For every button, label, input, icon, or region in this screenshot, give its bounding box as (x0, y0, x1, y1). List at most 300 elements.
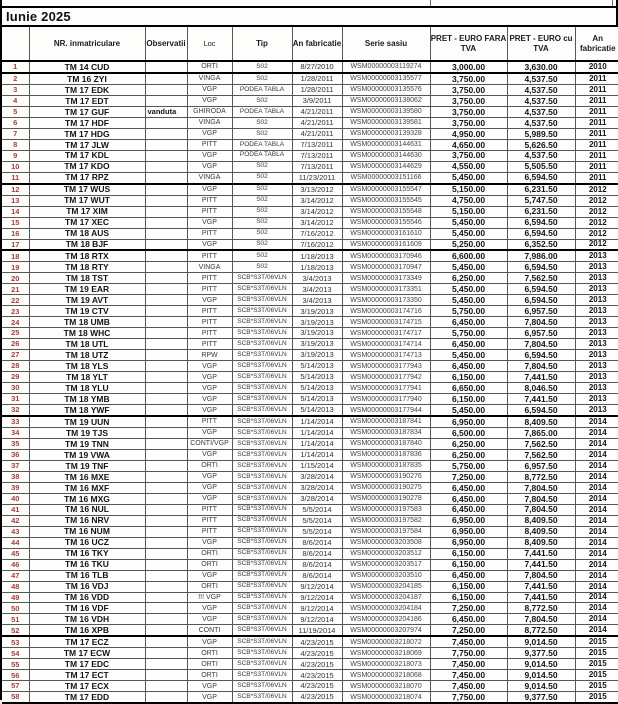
table-row (2, 405, 618, 416)
table-row (2, 383, 618, 394)
chassis-serial: WSM00000003218072 (342, 636, 430, 647)
row-number: 54 (2, 648, 29, 659)
type: S02 (232, 117, 292, 128)
table-row (2, 427, 618, 438)
location: PITT (187, 416, 232, 427)
price-incl-vat: 6,957.50 (507, 460, 575, 471)
fabrication-year: 2014 (575, 493, 618, 504)
price-excl-vat: 7,450.00 (430, 670, 507, 681)
table-row (2, 515, 618, 526)
price-excl-vat: 3,750.00 (430, 117, 507, 128)
table-row (2, 339, 618, 350)
price-excl-vat: 3,750.00 (430, 106, 507, 117)
fabrication-date: 3/19/2013 (292, 350, 342, 361)
fabrication-year: 2011 (575, 73, 618, 84)
price-incl-vat: 6,594.50 (507, 405, 575, 416)
location: ORTI (187, 61, 232, 73)
location: PITT (187, 195, 232, 206)
chassis-serial: WSM00000003197583 (342, 504, 430, 515)
header-chassis-serial: Serie sasiu (342, 27, 430, 61)
observation (145, 670, 187, 681)
registration-number: TM 19 AVT (29, 295, 145, 306)
row-number: 4 (2, 95, 29, 106)
registration-number: TM 16 XPB (29, 625, 145, 636)
location: VINGA (187, 172, 232, 183)
observation (145, 361, 187, 372)
type: S02 (232, 250, 292, 261)
price-incl-vat: 7,865.00 (507, 427, 575, 438)
registration-number: TM 17 HDG (29, 128, 145, 139)
row-number: 18 (2, 250, 29, 261)
fabrication-year: 2014 (575, 427, 618, 438)
price-excl-vat: 6,450.00 (430, 614, 507, 625)
location: PITT (187, 515, 232, 526)
cell-border-fragment (430, 0, 431, 6)
chassis-serial: WSM00000003174714 (342, 339, 430, 350)
registration-number: TM 17 HDF (29, 117, 145, 128)
registration-number: TM 18 YMB (29, 394, 145, 405)
registration-number: TM 16 TKU (29, 559, 145, 570)
price-incl-vat: 6,957.50 (507, 328, 575, 339)
price-incl-vat: 6,594.50 (507, 262, 575, 273)
chassis-serial: WSM00000003190278 (342, 493, 430, 504)
chassis-serial: WSM00000003177942 (342, 372, 430, 383)
fabrication-date: 1/28/2011 (292, 84, 342, 95)
registration-number: TM 19 TNN (29, 438, 145, 449)
price-excl-vat: 4,950.00 (430, 128, 507, 139)
fabrication-date: 9/12/2014 (292, 581, 342, 592)
observation (145, 184, 187, 195)
registration-number: TM 18 YLU (29, 383, 145, 394)
table-row (2, 284, 618, 295)
chassis-serial: WSM00000003144629 (342, 161, 430, 172)
observation (145, 383, 187, 394)
fabrication-year: 2014 (575, 438, 618, 449)
observation (145, 394, 187, 405)
fabrication-year: 2011 (575, 128, 618, 139)
row-number: 14 (2, 206, 29, 217)
price-excl-vat: 5,450.00 (430, 172, 507, 183)
fabrication-date: 5/14/2013 (292, 383, 342, 394)
price-excl-vat: 5,150.00 (430, 206, 507, 217)
observation (145, 493, 187, 504)
chassis-serial: WSM00000003119274 (342, 61, 430, 73)
fabrication-year: 2014 (575, 592, 618, 603)
row-number: 41 (2, 504, 29, 515)
table-row (2, 493, 618, 504)
row-number: 26 (2, 339, 29, 350)
table-row (2, 648, 618, 659)
table-row (2, 460, 618, 471)
row-number: 48 (2, 581, 29, 592)
fabrication-date: 11/19/2014 (292, 625, 342, 636)
row-number: 38 (2, 471, 29, 482)
location: VGP (187, 692, 232, 703)
location: VGP (187, 636, 232, 647)
fabrication-year: 2014 (575, 625, 618, 636)
row-number: 37 (2, 460, 29, 471)
type: S02 (232, 95, 292, 106)
fabrication-date: 4/23/2015 (292, 670, 342, 681)
location: VGP (187, 217, 232, 228)
fabrication-date: 8/6/2014 (292, 537, 342, 548)
fabrication-date: 8/6/2014 (292, 570, 342, 581)
type: SCB*S3T/06VLN (232, 592, 292, 603)
price-incl-vat: 6,594.50 (507, 295, 575, 306)
table-row (2, 128, 618, 139)
price-excl-vat: 7,250.00 (430, 471, 507, 482)
price-excl-vat: 6,950.00 (430, 537, 507, 548)
observation (145, 117, 187, 128)
fabrication-date: 3/14/2012 (292, 217, 342, 228)
registration-number: TM 17 ECZ (29, 636, 145, 647)
location: VGP (187, 493, 232, 504)
price-excl-vat: 7,450.00 (430, 681, 507, 692)
row-number: 30 (2, 383, 29, 394)
observation (145, 284, 187, 295)
price-excl-vat: 6,150.00 (430, 394, 507, 405)
table-row (2, 471, 618, 482)
chassis-serial: WSM00000003139581 (342, 117, 430, 128)
location: ORTI (187, 548, 232, 559)
fabrication-date: 5/5/2014 (292, 515, 342, 526)
registration-number: TM 16 ZYI (29, 73, 145, 84)
fabrication-year: 2015 (575, 681, 618, 692)
observation (145, 449, 187, 460)
observation (145, 636, 187, 647)
registration-number: TM 16 VDH (29, 614, 145, 625)
observation (145, 239, 187, 250)
row-number: 24 (2, 317, 29, 328)
fabrication-year: 2010 (575, 61, 618, 73)
price-incl-vat: 9,014.50 (507, 670, 575, 681)
type: SCB*S3T/06VLN (232, 659, 292, 670)
location: PITT (187, 504, 232, 515)
fabrication-year: 2013 (575, 372, 618, 383)
chassis-serial: WSM00000003218074 (342, 692, 430, 703)
price-incl-vat: 8,409.50 (507, 515, 575, 526)
fabrication-year: 2011 (575, 117, 618, 128)
observation (145, 614, 187, 625)
price-incl-vat: 9,014.50 (507, 681, 575, 692)
type: SCB*S3T/06VLN (232, 372, 292, 383)
fabrication-year: 2013 (575, 262, 618, 273)
fabrication-year: 2012 (575, 206, 618, 217)
type: S02 (232, 206, 292, 217)
type: S02 (232, 184, 292, 195)
observation (145, 73, 187, 84)
location: PITT (187, 317, 232, 328)
price-incl-vat: 6,594.50 (507, 350, 575, 361)
row-number: 58 (2, 692, 29, 703)
type: SCB*S3T/06VLN (232, 603, 292, 614)
fabrication-date: 3/14/2012 (292, 206, 342, 217)
location: ORTI (187, 670, 232, 681)
fabrication-year: 2013 (575, 306, 618, 317)
price-incl-vat: 5,989.50 (507, 128, 575, 139)
chassis-serial: WSM00000003173351 (342, 284, 430, 295)
chassis-serial: WSM00000003144631 (342, 139, 430, 150)
price-incl-vat: 4,537.50 (507, 73, 575, 84)
registration-number: TM 17 RPZ (29, 172, 145, 183)
fabrication-date: 5/5/2014 (292, 526, 342, 537)
chassis-serial: WSM00000003177943 (342, 361, 430, 372)
type: SCB*S3T/06VLN (232, 449, 292, 460)
table-row (2, 161, 618, 172)
chassis-serial: WSM00000003197582 (342, 515, 430, 526)
header-row-number (2, 27, 29, 61)
price-incl-vat: 6,594.50 (507, 217, 575, 228)
chassis-serial: WSM00000003138062 (342, 95, 430, 106)
fabrication-year: 2014 (575, 614, 618, 625)
price-excl-vat: 6,450.00 (430, 482, 507, 493)
row-number: 51 (2, 614, 29, 625)
type: SCB*S3T/06VLN (232, 339, 292, 350)
chassis-serial: WSM00000003170947 (342, 262, 430, 273)
row-number: 43 (2, 526, 29, 537)
row-number: 20 (2, 273, 29, 284)
fabrication-year: 2014 (575, 570, 618, 581)
fabrication-date: 4/21/2011 (292, 106, 342, 117)
table-row (2, 526, 618, 537)
observation (145, 692, 187, 703)
price-incl-vat: 7,804.50 (507, 570, 575, 581)
row-number: 50 (2, 603, 29, 614)
chassis-serial: WSM00000003203508 (342, 537, 430, 548)
price-incl-vat: 6,594.50 (507, 284, 575, 295)
row-number: 39 (2, 482, 29, 493)
chassis-serial: WSM00000003218070 (342, 681, 430, 692)
row-number: 28 (2, 361, 29, 372)
price-excl-vat: 6,950.00 (430, 416, 507, 427)
registration-number: TM 17 JLW (29, 139, 145, 150)
registration-number: TM 17 XIM (29, 206, 145, 217)
chassis-serial: WSM00000003204185 (342, 581, 430, 592)
price-incl-vat: 8,409.50 (507, 526, 575, 537)
chassis-serial: WSM00000003207974 (342, 625, 430, 636)
fabrication-date: 9/12/2014 (292, 614, 342, 625)
fabrication-date: 3/9/2011 (292, 95, 342, 106)
observation (145, 570, 187, 581)
type: PODEA TABLA (232, 106, 292, 117)
chassis-serial: WSM00000003144630 (342, 150, 430, 161)
observation (145, 405, 187, 416)
location: VGP (187, 449, 232, 460)
header-observations: Observatii (145, 27, 187, 61)
location: ORTI (187, 460, 232, 471)
price-excl-vat: 6,500.00 (430, 427, 507, 438)
chassis-serial: WSM00000003218068 (342, 670, 430, 681)
registration-number: TM 17 XEC (29, 217, 145, 228)
registration-number: TM 17 EDT (29, 95, 145, 106)
row-number: 47 (2, 570, 29, 581)
observation (145, 548, 187, 559)
registration-number: TM 16 VDJ (29, 581, 145, 592)
location: GHIRODA (187, 106, 232, 117)
fabrication-date: 4/23/2015 (292, 681, 342, 692)
registration-number: TM 17 EDC (29, 659, 145, 670)
observation (145, 438, 187, 449)
type: SCB*S3T/06VLN (232, 383, 292, 394)
type: S02 (232, 228, 292, 239)
table-row (2, 106, 618, 117)
fabrication-date: 1/28/2011 (292, 73, 342, 84)
header-fabrication-date: An fabricatie (292, 27, 342, 61)
type: SCB*S3T/06VLN (232, 273, 292, 284)
registration-number: TM 18 YWF (29, 405, 145, 416)
fabrication-year: 2013 (575, 394, 618, 405)
header-price-excl-vat: PRET - EURO FARA TVA (430, 27, 507, 61)
type: PODEA TABLA (232, 150, 292, 161)
location: VINGA (187, 73, 232, 84)
registration-number: TM 18 RTX (29, 250, 145, 261)
chassis-serial: WSM00000003155547 (342, 184, 430, 195)
fabrication-date: 3/19/2013 (292, 317, 342, 328)
price-incl-vat: 5,626.50 (507, 139, 575, 150)
type: SCB*S3T/06VLN (232, 295, 292, 306)
chassis-serial: WSM00000003173349 (342, 273, 430, 284)
fabrication-date: 3/13/2012 (292, 184, 342, 195)
type: SCB*S3T/06VLN (232, 317, 292, 328)
price-excl-vat: 6,450.00 (430, 504, 507, 515)
location: CONTI/VGP (187, 438, 232, 449)
chassis-serial: WSM00000003161609 (342, 239, 430, 250)
fabrication-year: 2014 (575, 515, 618, 526)
location: PITT (187, 339, 232, 350)
chassis-serial: WSM00000003177944 (342, 405, 430, 416)
price-excl-vat: 7,250.00 (430, 625, 507, 636)
price-excl-vat: 6,250.00 (430, 449, 507, 460)
table-row (2, 537, 618, 548)
fabrication-date: 4/21/2011 (292, 117, 342, 128)
registration-number: TM 16 UCZ (29, 537, 145, 548)
observation (145, 139, 187, 150)
location: VGP (187, 603, 232, 614)
fabrication-year: 2013 (575, 284, 618, 295)
observation (145, 603, 187, 614)
fabrication-year: 2012 (575, 228, 618, 239)
fabrication-date: 5/14/2013 (292, 361, 342, 372)
table-row (2, 394, 618, 405)
price-incl-vat: 7,441.50 (507, 372, 575, 383)
price-incl-vat: 7,804.50 (507, 339, 575, 350)
fabrication-date: 3/4/2013 (292, 273, 342, 284)
observation (145, 537, 187, 548)
price-incl-vat: 4,537.50 (507, 106, 575, 117)
location: RPW (187, 350, 232, 361)
fabrication-year: 2011 (575, 150, 618, 161)
title-text: Iunie 2025 (6, 9, 71, 24)
fabrication-year: 2014 (575, 581, 618, 592)
fabrication-year: 2011 (575, 106, 618, 117)
table-row (2, 239, 618, 250)
price-excl-vat: 4,650.00 (430, 139, 507, 150)
observation (145, 273, 187, 284)
registration-number: TM 19 TJS (29, 427, 145, 438)
fabrication-year: 2014 (575, 504, 618, 515)
price-incl-vat: 9,014.50 (507, 659, 575, 670)
table-row (2, 416, 618, 427)
registration-number: TM 16 NUL (29, 504, 145, 515)
row-number: 49 (2, 592, 29, 603)
price-excl-vat: 5,750.00 (430, 328, 507, 339)
table-row (2, 659, 618, 670)
price-excl-vat: 6,150.00 (430, 372, 507, 383)
fabrication-date: 7/13/2011 (292, 150, 342, 161)
fabrication-year: 2014 (575, 482, 618, 493)
observation (145, 128, 187, 139)
type: SCB*S3T/06VLN (232, 493, 292, 504)
chassis-serial: WSM00000003161610 (342, 228, 430, 239)
fabrication-date: 3/4/2013 (292, 284, 342, 295)
price-incl-vat: 7,441.50 (507, 592, 575, 603)
chassis-serial: WSM00000003190276 (342, 471, 430, 482)
location: CONTI (187, 625, 232, 636)
row-number: 56 (2, 670, 29, 681)
header-fabrication-year: An fabricatie (575, 27, 618, 61)
registration-number: TM 18 UTL (29, 339, 145, 350)
price-excl-vat: 5,750.00 (430, 460, 507, 471)
registration-number: TM 18 UTZ (29, 350, 145, 361)
table-row (2, 614, 618, 625)
registration-number: TM 14 CUD (29, 61, 145, 73)
type: SCB*S3T/06VLN (232, 692, 292, 703)
row-number: 45 (2, 548, 29, 559)
location: PITT (187, 206, 232, 217)
registration-number: TM 17 ECX (29, 681, 145, 692)
observation (145, 95, 187, 106)
price-incl-vat: 8,409.50 (507, 537, 575, 548)
row-number: 36 (2, 449, 29, 460)
fabrication-year: 2011 (575, 172, 618, 183)
observation (145, 317, 187, 328)
fabrication-date: 3/19/2013 (292, 328, 342, 339)
price-excl-vat: 6,450.00 (430, 339, 507, 350)
observation (145, 581, 187, 592)
fabrication-year: 2014 (575, 449, 618, 460)
observation (145, 372, 187, 383)
row-number: 32 (2, 405, 29, 416)
price-excl-vat: 6,150.00 (430, 581, 507, 592)
type: SCB*S3T/06VLN (232, 526, 292, 537)
row-number: 23 (2, 306, 29, 317)
row-number: 9 (2, 150, 29, 161)
table-row (2, 559, 618, 570)
location: VGP (187, 361, 232, 372)
observation (145, 515, 187, 526)
row-number: 8 (2, 139, 29, 150)
type: S02 (232, 73, 292, 84)
price-excl-vat: 7,750.00 (430, 692, 507, 703)
registration-number: TM 19 TNF (29, 460, 145, 471)
type: PODEA TABLA (232, 139, 292, 150)
row-number: 42 (2, 515, 29, 526)
fabrication-date: 3/19/2013 (292, 339, 342, 350)
location: VINGA (187, 262, 232, 273)
table-row (2, 328, 618, 339)
table-row (2, 250, 618, 261)
observation (145, 648, 187, 659)
chassis-serial: WSM00000003203510 (342, 570, 430, 581)
location: PITT (187, 306, 232, 317)
table-row (2, 172, 618, 183)
row-number: 33 (2, 416, 29, 427)
observation (145, 206, 187, 217)
fabrication-date: 4/23/2015 (292, 636, 342, 647)
table-row (2, 636, 618, 647)
fabrication-date: 7/16/2012 (292, 239, 342, 250)
type: SCB*S3T/06VLN (232, 614, 292, 625)
